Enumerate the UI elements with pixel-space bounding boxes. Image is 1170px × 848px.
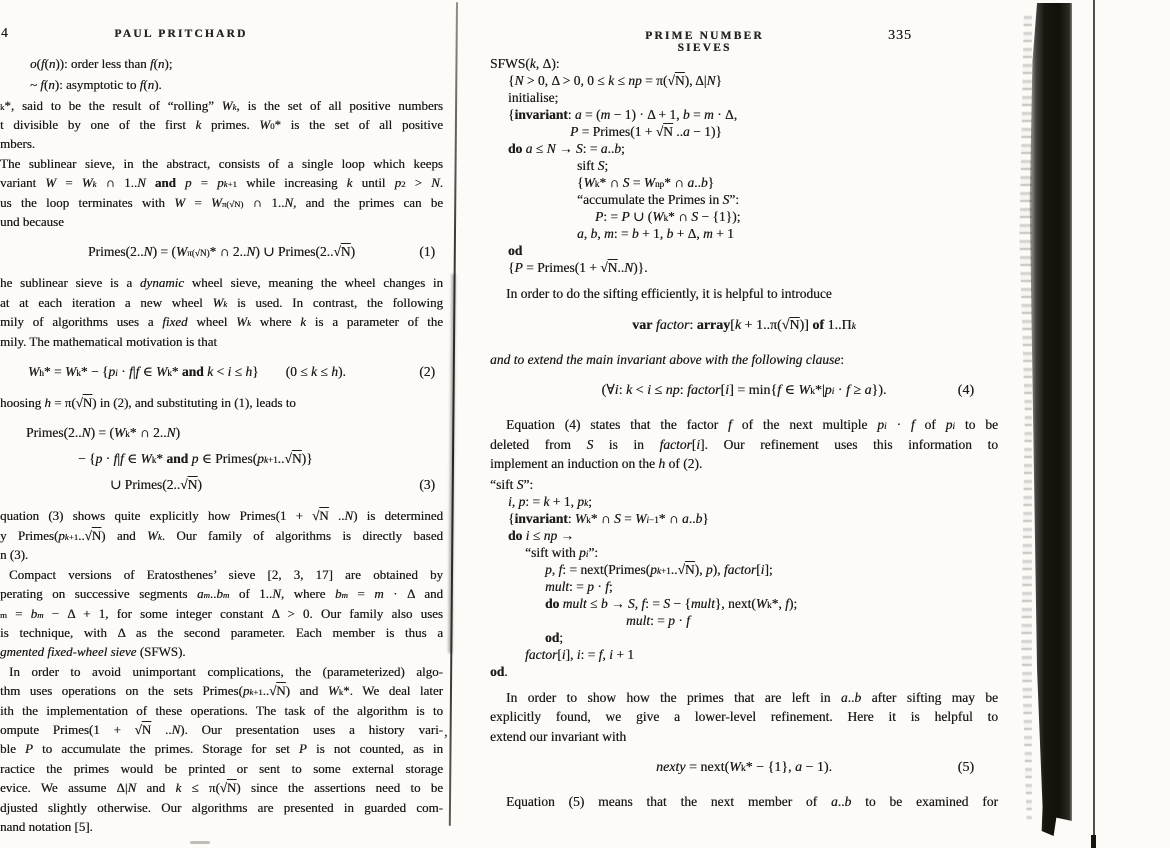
text-content: Equation (5) means that the next member of a..b to be examined for — [506, 794, 998, 809]
text-line — [0, 604, 443, 623]
text-content: extend our invariant with — [490, 728, 627, 744]
text-line — [490, 629, 998, 646]
text-line — [490, 350, 998, 370]
text-content: P = Primes(1 + √N ..a − 1)} — [570, 124, 722, 139]
text-content: o(f(n)): order less than f(n); — [30, 56, 173, 71]
text-line — [0, 778, 443, 797]
equation-5 — [490, 755, 998, 781]
text-line — [490, 140, 998, 157]
paragraph-dynamic-fixed — [0, 273, 443, 351]
text-content: “sift S”: — [490, 476, 534, 492]
text-line — [490, 527, 998, 544]
paragraph-rolling-wheel — [0, 96, 443, 154]
text-line — [0, 642, 443, 661]
text-content: {invariant: a = (m − 1) · Δ + 1, b = m · Δ, — [508, 107, 738, 122]
text-line — [490, 191, 998, 208]
text-content: initialise; — [508, 90, 559, 105]
declaration-factor-array — [490, 313, 998, 339]
text-content: n (3). — [0, 547, 29, 563]
text-content: $_m = b_m - \Delta + 1$, for some integer constant Δ > 0. Our family also uses — [0, 605, 443, 621]
text-content: thm uses operations on the sets $Primes(p_{k+1}..√N)$ and $W_k*$. We deal later — [0, 683, 443, 699]
text-content: quation (3) shows quite explicitly how Primes(1 + √N ..N) is determined — [0, 508, 443, 524]
equation-4 — [490, 378, 998, 404]
text-content: deleted from S is in factor[i]. Our refinement uses this information to — [490, 436, 998, 452]
text-content: p, f: = $next(Primes(p_{k+1}..√N)$, p), factor[i]; — [545, 561, 773, 577]
text-line — [0, 193, 443, 212]
text-content: and to extend the main invariant above with the following clause: — [490, 351, 844, 367]
text-content: do a ≤ N → S: = a..b; — [508, 141, 625, 156]
stray-ink-mark: , — [444, 724, 448, 740]
equation-1 — [0, 239, 443, 265]
text-content: implement an induction on the h of (2). — [490, 456, 703, 471]
text-content: ith the implementation of these operations. The task of the algorithm is to — [0, 702, 443, 718]
right-page-number: 335 — [888, 28, 912, 43]
text-line — [490, 123, 998, 140]
text-content: Primes(2..N) = ($W_{\pi(√N)}*$ ∩ 2..N) ∪ Primes(2..√N) — [87, 244, 355, 260]
text-content: mbers. — [0, 136, 36, 152]
text-line — [0, 798, 443, 817]
text-line — [490, 646, 998, 663]
text-line — [0, 526, 443, 545]
text-line — [0, 115, 443, 134]
text-content: gmented fixed-wheel sieve (SFWS). — [0, 644, 186, 660]
text-content: perating on successive segments $a_m..b_m$ of 1..N, where $b_m = m \cdot \Delta$ and — [0, 586, 443, 602]
text-line — [490, 561, 998, 578]
text-content: mily of algorithms uses a fixed wheel $W_k$ where k is a parameter of the — [0, 314, 443, 330]
text-content: {$W_k*$ ∩ $S = W_{np}*$ ∩ a..b} — [577, 175, 715, 190]
text-line — [490, 225, 998, 242]
text-content: y $Primes(p_{k+1}..√N)$ and $W_k$. Our family of algorithms is directly based — [0, 527, 443, 543]
text-line — [0, 739, 443, 758]
text-content: factor[i], i: = f, i + 1 — [525, 646, 635, 662]
text-content: variant $W = W_k$ ∩ 1..N and $p = p_{k+1}$ while increasing k until $p^2 > N$. — [0, 175, 444, 191]
text-content: djusted slightly otherwise. Our algorithms are presented in guarded com- — [0, 799, 443, 815]
text-content: {P = Primes(1 + √N..N)}. — [508, 260, 648, 275]
text-line — [490, 792, 998, 812]
text-line — [490, 510, 998, 527]
text-content: at at each iteration a new wheel $W_k$ is used. In contrast, the following — [0, 294, 443, 310]
algorithm-sfws — [490, 55, 998, 276]
text-line — [0, 312, 443, 331]
book-gutter-shadow — [449, 2, 458, 826]
text-line — [490, 313, 998, 339]
text-line — [0, 212, 443, 231]
text-content: a, b, m: = b + 1, b + Δ, m + 1 — [577, 226, 734, 241]
text-line — [0, 759, 443, 778]
text-content: od; — [545, 629, 564, 645]
left-running-header: PAUL PRITCHARD — [114, 28, 248, 40]
page-edge-line — [1093, 0, 1095, 848]
text-content: us the loop terminates with $W = W_{\pi(√N)}$ ∩ 1..N, and the primes can be — [0, 194, 443, 210]
text-line — [0, 681, 443, 700]
text-content: he sublinear sieve is a dynamic wheel sieve, meaning the wheel changes in — [0, 275, 444, 291]
text-content: {invariant: $W_k*$ ∩ $S = W_{i-1}*$ ∩ a..b} — [508, 510, 709, 526]
text-line — [0, 239, 443, 265]
equation-number: (2) — [419, 364, 435, 380]
text-line — [490, 755, 998, 781]
equation-number: (3) — [419, 477, 435, 493]
scan-edge-dark-band — [1026, 3, 1072, 836]
text-line — [490, 707, 998, 727]
text-line — [0, 173, 443, 192]
paragraph-equation4-explains — [490, 415, 998, 474]
text-content: do i ≤ np → — [508, 527, 574, 543]
text-line — [490, 727, 998, 747]
text-content: In order to show how the primes that are left in a..b after sifting may be — [506, 689, 998, 705]
text-line — [0, 565, 443, 584]
text-line — [490, 663, 998, 680]
text-line — [490, 157, 998, 174]
text-line — [0, 134, 443, 153]
text-content: P: = P ∪ ($W_k*$ ∩ S − {1}); — [595, 209, 741, 224]
right-page-body — [490, 55, 998, 814]
text-line — [0, 293, 443, 312]
text-line — [490, 242, 998, 259]
page-edge-line-foot — [1091, 835, 1096, 848]
equation-number: (4) — [957, 383, 974, 398]
text-line — [490, 378, 998, 404]
text-line — [0, 472, 443, 498]
text-line — [490, 72, 998, 89]
text-line — [490, 454, 998, 474]
text-line — [490, 284, 998, 304]
text-content: $_k$*, said to be the result of “rolling” $W_k$, is the set of all positive numbers — [0, 97, 443, 113]
text-line — [490, 208, 998, 225]
text-line — [490, 415, 998, 435]
text-content: “accumulate the Primes in S”: — [577, 192, 739, 207]
text-line — [0, 506, 443, 525]
text-content: $W_h* = W_k* - \{p_i \cdot f|f$ ∈ $W_k*$ and k < i ≤ h} (0 ≤ k ≤ h). — [28, 364, 346, 380]
text-content: ∪ Primes(2..√N) — [110, 477, 202, 493]
text-line — [0, 623, 443, 642]
text-content: ractice the primes would be printed or sent to some external storage — [0, 760, 443, 776]
text-line — [490, 435, 998, 455]
text-line — [490, 612, 998, 629]
text-line — [0, 817, 443, 836]
algorithm-sift-s — [490, 476, 998, 680]
paragraph-compact-versions — [0, 565, 443, 662]
text-line — [0, 75, 443, 96]
text-content: mult: = p · f; — [545, 578, 613, 594]
text-content: sift S; — [577, 158, 609, 173]
text-line — [0, 720, 443, 739]
text-content: is technique, with Δ as the second parameter. Each member is thus a — [0, 624, 443, 640]
text-content: Equation (4) states that the factor f of the next multiple $p_i \cdot f$ of $p_i$ to be — [506, 417, 998, 432]
text-line — [0, 273, 443, 292]
text-line — [490, 55, 998, 72]
text-line — [490, 89, 998, 106]
text-content: SFWS(k, Δ): — [490, 56, 560, 71]
text-content: mily. The mathematical motivation is that — [0, 333, 217, 349]
equation-number: (1) — [419, 244, 435, 260]
text-content: ompute Primes(1 + √N ..N). Our presentation uses a history vari- — [0, 721, 444, 737]
text-line — [490, 476, 998, 493]
text-line — [0, 420, 443, 446]
text-content: − {p · f|f ∈ $W_k*$ and p ∈ $Primes(p_{k+1}..√N)$} — [78, 451, 313, 467]
text-content: explicitly found, we give a lower-level refinement. Here it is helpful to — [490, 709, 998, 724]
notation-definitions — [0, 54, 443, 96]
text-line — [0, 332, 443, 351]
text-content: Compact versions of Eratosthenes’ sieve [2, 3, 17] are obtained by — [9, 566, 443, 582]
text-line — [490, 688, 998, 708]
equation-number: (5) — [957, 760, 974, 775]
paragraph-extend-invariant — [490, 350, 998, 370]
text-content: The sublinear sieve, in the abstract, consists of a single loop which keeps — [0, 155, 443, 171]
text-line — [0, 393, 443, 412]
text-content: {N > 0, Δ > 0, 0 ≤ k ≤ np = π(√N), Δ|N} — [508, 73, 722, 88]
text-line — [0, 446, 443, 472]
text-content: var factor: array[k + 1..π(√N)] of $1..\Pi_k$ — [632, 317, 856, 333]
text-content: i, p: = k + 1, $p_k$; — [508, 493, 592, 509]
paragraph-avoid-complications — [0, 662, 443, 837]
left-page-body — [0, 54, 443, 836]
text-content: do mult ≤ b → S, f: = S − {mult}, $next(W_k*$, f); — [545, 595, 798, 611]
paragraph-equation3-explains — [0, 506, 443, 564]
text-content: (∀i: k < i ≤ np: factor[i] = min{f ∈ $W_k*|p_i \cdot f \ge a$}). — [601, 383, 887, 398]
text-line — [490, 493, 998, 510]
text-content: mult: = p · f — [626, 612, 690, 628]
text-content: ~ f(n): asymptotic to f(n). — [30, 76, 162, 92]
equation-2 — [0, 359, 443, 385]
text-content: evice. We assume Δ|N and k ≤ π(√N) since the assertions need to be — [0, 780, 443, 796]
text-line — [0, 96, 443, 115]
paragraph-primes-left — [490, 688, 998, 747]
paragraph-sifting-efficiently — [490, 284, 998, 304]
text-line — [0, 154, 443, 173]
text-content: ble P to accumulate the primes. Storage for set P is not counted, as in — [0, 741, 443, 757]
text-line — [490, 578, 998, 595]
text-content: t divisible by one of the first k primes. $W_0*$ is the set of all positive — [0, 117, 443, 132]
paragraph-choosing-h — [0, 393, 443, 412]
left-page-number-fragment: 4 — [1, 25, 8, 40]
equation-3 — [0, 420, 443, 498]
paragraph-equation5-explains — [490, 792, 998, 812]
right-running-header: PRIME NUMBER SIEVES — [645, 30, 764, 54]
text-content: od. — [490, 663, 508, 679]
text-line — [0, 662, 443, 681]
text-content: nexty = $next(W_k* - \{1\}$, a − 1). — [655, 760, 833, 775]
text-line — [0, 359, 443, 385]
text-content: “sift with $p_i$”: — [525, 544, 599, 560]
text-line — [490, 174, 998, 191]
text-content: In order to do the sifting efficiently, it is helpful to introduce — [506, 286, 832, 301]
text-line — [490, 595, 998, 612]
text-line — [0, 545, 443, 564]
paragraph-sublinear-sieve — [0, 154, 443, 232]
text-content: hoosing h = π(√N) in (2), and substituting in (1), leads to — [0, 395, 296, 411]
text-line — [0, 701, 443, 720]
scan-edge-speckle — [1014, 10, 1032, 820]
text-content: od — [508, 243, 523, 258]
text-content: Primes(2..N) = ($W_k*$ ∩ 2..N) — [26, 425, 180, 441]
text-line — [490, 544, 998, 561]
text-line — [490, 106, 998, 123]
text-content: und because — [0, 214, 64, 230]
text-line — [0, 584, 443, 603]
text-line — [490, 259, 998, 276]
text-content: nand notation [5]. — [0, 818, 93, 834]
text-line — [0, 54, 443, 75]
text-content: In order to avoid unimportant complications, the (parameterized) algo- — [9, 663, 443, 679]
faint-smudge — [190, 841, 210, 844]
